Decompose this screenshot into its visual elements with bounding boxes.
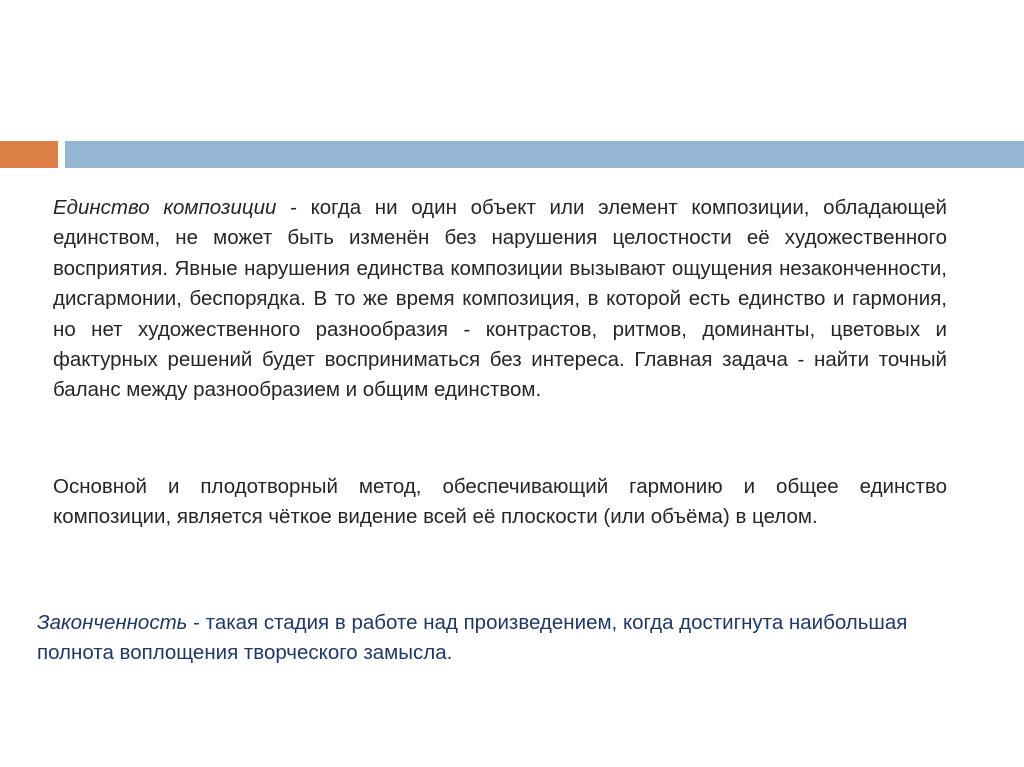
paragraph-method bbox=[53, 472, 947, 533]
paragraph-method-text: Основной и плодотворный метод, обеспечивающий гармонию и общее единство композиции, является чёткое видение всей её плоскости (или объёма) в целом. bbox=[53, 475, 947, 529]
accent-band-orange bbox=[0, 141, 58, 168]
paragraph-unity-text: - когда ни один объект или элемент композиции, обладающей единством, не может быть изменён без нарушения целостности её художественного восприятия. Явные нарушения единства композиции вызывают ощущения незаконченности, дисгармонии, беспорядка. В то же время композиция, в которой есть единство и гармония, но нет художественного разнообразия - контрастов, ритмов, доминанты, цветовых и фактурных решений будет восприниматься без интереса. Главная задача - найти точный баланс между разнообразием и общим единством. bbox=[53, 196, 947, 402]
accent-band-blue bbox=[65, 141, 1024, 168]
term-unity: Единство композиции bbox=[53, 196, 277, 219]
paragraph-completeness bbox=[37, 608, 937, 669]
term-completeness: Законченность bbox=[37, 611, 188, 634]
paragraph-unity bbox=[53, 193, 947, 406]
paragraph-completeness-text: - такая стадия в работе над произведением, когда достигнута наибольшая полнота воплощения творческого замысла. bbox=[37, 611, 908, 665]
